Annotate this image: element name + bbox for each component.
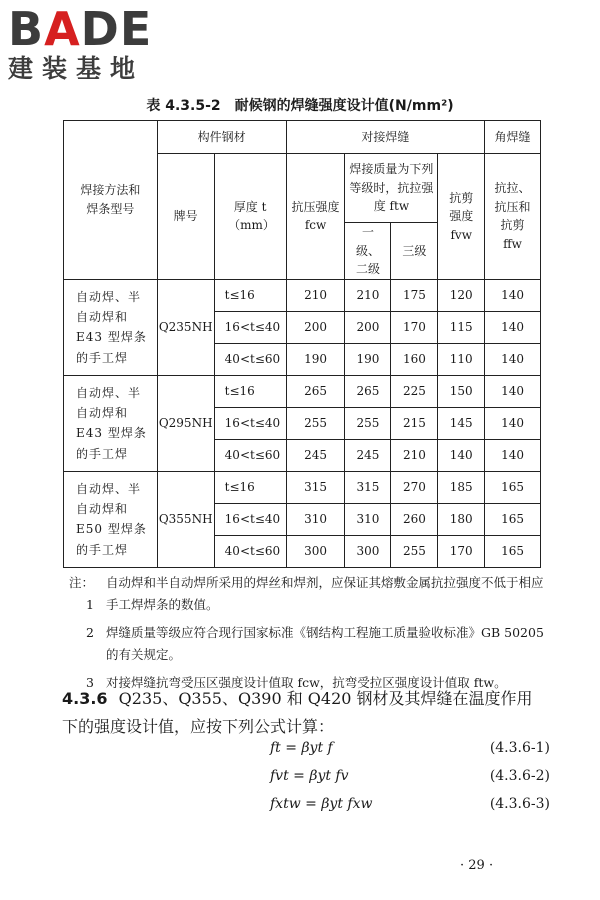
formula-expression: fxtw = βyt fxw [270,796,373,812]
cell-shear: 180 [438,503,485,535]
note-text: 对接焊缝抗弯受压区强度设计值取 fcw，抗弯受拉区强度设计值取 ftw。 [106,675,507,690]
cell-compress: 315 [286,471,345,503]
header-thickness: 厚度 t（mm） [214,154,286,280]
header-grade: 牌号 [157,154,214,280]
cell-tension-q3: 175 [391,279,438,311]
cell-tension-q12: 310 [345,503,391,535]
note-number: 2 [86,625,94,640]
cell-compress: 190 [286,343,345,375]
cell-tension-q3: 210 [391,439,438,471]
cell-fillet: 165 [485,535,541,567]
cell-thickness: 16<t≤40 [214,407,286,439]
cell-shear: 185 [438,471,485,503]
note-number: 3 [86,675,94,690]
cell-tension-q12: 315 [345,471,391,503]
formula-number: (4.3.6-1) [489,740,550,756]
cell-tension-q12: 245 [345,439,391,471]
cell-tension-q3: 160 [391,343,438,375]
cell-fillet: 140 [485,279,541,311]
table-row [64,375,541,407]
cell-tension-q3: 255 [391,535,438,567]
table-row [64,279,541,311]
note-text: 焊缝质量等级应符合现行国家标准《钢结构工程施工质量验收标准》GB 50205 的有关规定。 [106,625,544,662]
cell-compress: 200 [286,311,345,343]
cell-shear: 145 [438,407,485,439]
cell-steel-grade: Q355NH [157,471,214,567]
cell-compress: 245 [286,439,345,471]
formula-number: (4.3.6-2) [489,768,550,784]
header-fillet-strength: 抗拉、抗压和抗剪 ffw [485,154,541,280]
logo-subtitle: 建装基地 [8,54,145,83]
formula-1 [270,740,550,764]
cell-weld-method: 自动焊、半自动焊和 E43 型焊条的手工焊 [64,375,158,471]
note-item [62,622,552,666]
cell-fillet: 165 [485,503,541,535]
header-quality-1-2: 一级、二级 [345,223,391,280]
header-steel: 构件钢材 [157,121,286,154]
cell-tension-q12: 200 [345,311,391,343]
page-number: · 29 · [460,858,494,873]
cell-tension-q12: 255 [345,407,391,439]
cell-compress: 300 [286,535,345,567]
cell-shear: 140 [438,439,485,471]
cell-shear: 150 [438,375,485,407]
cell-weld-method: 自动焊、半自动焊和 E43 型焊条的手工焊 [64,279,158,375]
formula-3 [270,796,550,820]
cell-thickness: 16<t≤40 [214,311,286,343]
header-method: 焊接方法和焊条型号 [64,121,158,280]
header-tension-group: 焊接质量为下列等级时，抗拉强度 ftw [345,154,438,223]
cell-thickness: t≤16 [214,279,286,311]
cell-tension-q12: 190 [345,343,391,375]
logo-wordmark: BADE [8,2,153,56]
cell-tension-q12: 210 [345,279,391,311]
cell-tension-q3: 215 [391,407,438,439]
note-text: 自动焊和半自动焊所采用的焊丝和焊剂，应保证其熔敷金属抗拉强度不低于相应手工焊焊条的数值。 [106,575,544,612]
cell-fillet: 140 [485,439,541,471]
cell-tension-q12: 265 [345,375,391,407]
note-item [62,572,552,616]
cell-shear: 170 [438,535,485,567]
header-shear-strength: 抗剪强度 fvw [438,154,485,280]
cell-tension-q12: 300 [345,535,391,567]
cell-weld-method: 自动焊、半自动焊和 E50 型焊条的手工焊 [64,471,158,567]
header-butt-weld: 对接焊缝 [286,121,485,154]
cell-fillet: 140 [485,407,541,439]
cell-tension-q3: 270 [391,471,438,503]
header-quality-3: 三级 [391,223,438,280]
cell-compress: 255 [286,407,345,439]
cell-thickness: 40<t≤60 [214,343,286,375]
cell-fillet: 165 [485,471,541,503]
cell-tension-q3: 225 [391,375,438,407]
table-row [64,471,541,503]
cell-shear: 120 [438,279,485,311]
formula-expression: fvt = βyt fv [270,768,349,784]
cell-fillet: 140 [485,375,541,407]
clause-number: 4.3.6 [62,689,108,708]
cell-tension-q3: 260 [391,503,438,535]
cell-steel-grade: Q235NH [157,279,214,375]
cell-fillet: 140 [485,343,541,375]
cell-shear: 115 [438,311,485,343]
table-caption: 表 4.3.5-2 耐候钢的焊缝强度设计值(N/mm²) [146,98,454,114]
cell-tension-q3: 170 [391,311,438,343]
clause-text: Q235、Q355、Q390 和 Q420 钢材及其焊缝在温度作用下的强度设计值，应按下列公式计算： [62,689,533,736]
formula-number: (4.3.6-3) [489,796,550,812]
clause-4-3-6 [62,685,546,741]
cell-fillet: 140 [485,311,541,343]
formula-expression: ft = βyt f [270,740,333,756]
cell-compress: 210 [286,279,345,311]
cell-thickness: t≤16 [214,375,286,407]
weld-strength-table [63,120,541,568]
cell-compress: 310 [286,503,345,535]
header-fillet-weld: 角焊缝 [485,121,541,154]
table-notes [62,572,552,700]
cell-steel-grade: Q295NH [157,375,214,471]
cell-compress: 265 [286,375,345,407]
header-compress-strength: 抗压强度 fcw [286,154,345,280]
cell-thickness: 40<t≤60 [214,535,286,567]
cell-shear: 110 [438,343,485,375]
cell-thickness: t≤16 [214,471,286,503]
formula-2 [270,768,550,792]
brand-logo [8,2,153,84]
cell-thickness: 40<t≤60 [214,439,286,471]
note-number: 注：1 [68,575,94,612]
cell-thickness: 16<t≤40 [214,503,286,535]
